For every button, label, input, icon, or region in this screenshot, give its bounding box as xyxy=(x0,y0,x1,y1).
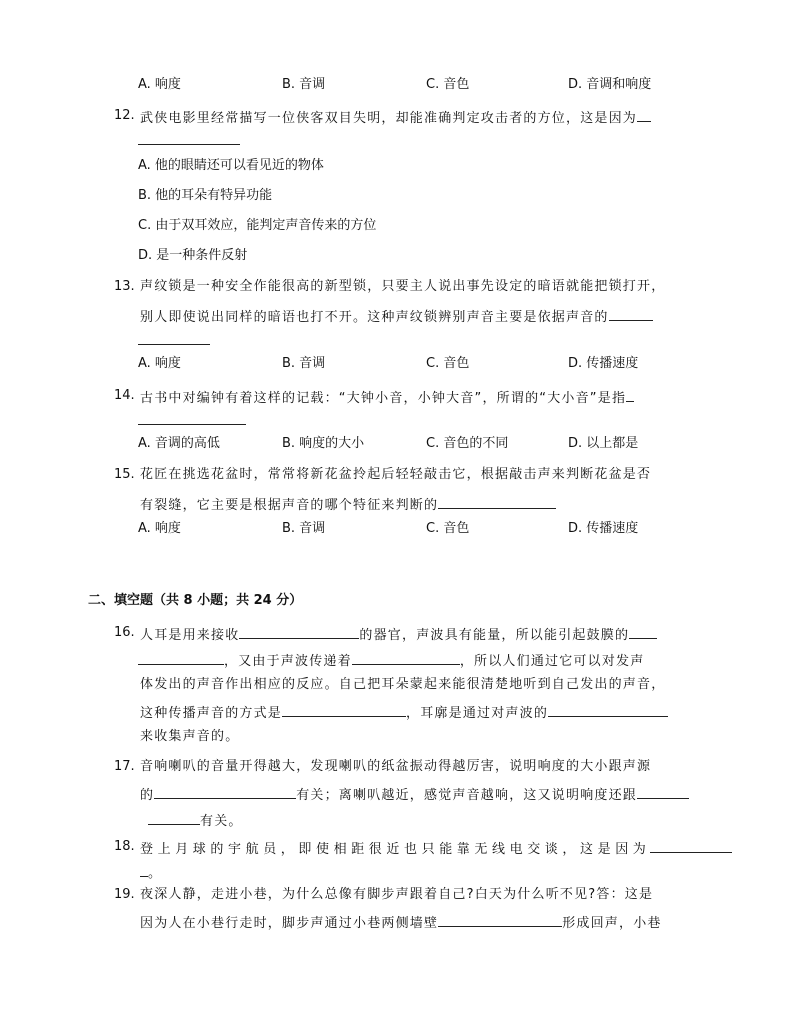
q17-l2b: 有关；离喇叭越近，感觉声音越响，这又说明响度还跟 xyxy=(296,788,638,803)
q17-line3 xyxy=(148,810,243,831)
q17-number: 17. xyxy=(114,759,135,774)
q14-blank-a xyxy=(626,387,634,402)
q13-stem-line2-text: 别人即使说出同样的暗语也打不开。这种声纹锁辨别声音主要是依据声音的 xyxy=(140,310,609,325)
q12-blank-b xyxy=(138,130,240,145)
q16-line4 xyxy=(140,702,668,723)
section-title: 二、填空题（共 8 小题；共 24 分） xyxy=(88,593,303,608)
q17-blank-1 xyxy=(154,784,296,799)
q13-option-c: C. 音色 xyxy=(426,356,470,371)
q12-stem-text: 武侠电影里经常描写一位侠客双目失明，却能准确判定攻击者的方位，这是因为 xyxy=(140,111,638,126)
q17-line1: 音响喇叭的音量开得越大，发现喇叭的纸盆振动得越厉害，说明响度的大小跟声源 xyxy=(140,759,652,774)
q14-option-a: A. 音调的高低 xyxy=(138,436,220,451)
q16-line5: 来收集声音的。 xyxy=(140,729,240,744)
q14-stem xyxy=(140,387,634,408)
q16-l1b: 的器官，声波具有能量，所以能引起鼓膜的 xyxy=(359,628,630,643)
q13-stem-line1: 声纹锁是一种安全作能很高的新型锁，只要主人说出事先设定的暗语就能把锁打开， xyxy=(140,279,666,294)
q13-number: 13. xyxy=(114,279,135,294)
q18-blank-a xyxy=(650,838,732,853)
q16-l1a: 人耳是用来接收 xyxy=(140,628,240,643)
q11-option-b: B. 音调 xyxy=(282,77,326,92)
q16-blank-5 xyxy=(548,702,668,717)
q13-stem-line2 xyxy=(140,306,653,327)
q15-number: 15. xyxy=(114,467,135,482)
q17-l3: 有关。 xyxy=(200,814,243,829)
q15-option-d: D. 传播速度 xyxy=(568,521,639,536)
q18-line1 xyxy=(140,838,732,859)
q19-blank xyxy=(438,912,562,927)
q16-l2a: ，又由于声波传递着 xyxy=(224,654,352,669)
q11-option-c: C. 音色 xyxy=(426,77,470,92)
q18-number: 18. xyxy=(114,839,135,854)
q17-blank-2a xyxy=(637,784,689,799)
q14-option-c: C. 音色的不同 xyxy=(426,436,509,451)
q17-l2a: 的 xyxy=(140,788,155,803)
q13-option-d: D. 传播速度 xyxy=(568,356,639,371)
q15-blank xyxy=(438,494,556,509)
q16-l4b: ，耳廓是通过对声波的 xyxy=(406,706,549,721)
q18-blank-b xyxy=(140,862,148,877)
q11-option-d: D. 音调和响度 xyxy=(568,77,652,92)
q19-line2 xyxy=(140,912,662,933)
q17-line2 xyxy=(140,784,689,805)
q16-blank-1 xyxy=(239,624,359,639)
q11-option-a: A. 响度 xyxy=(138,77,181,92)
q15-option-b: B. 音调 xyxy=(282,521,326,536)
q12-option-d: D. 是一种条件反射 xyxy=(138,248,248,263)
q16-number: 16. xyxy=(114,625,135,640)
q18-l1: 登上月球的宇航员，即使相距很近也只能靠无线电交谈，这是因为 xyxy=(140,842,651,857)
q19-l2b: 形成回声，小巷 xyxy=(562,916,662,931)
q12-option-c: C. 由于双耳效应，能判定声音传来的方位 xyxy=(138,218,377,233)
q16-blank-4 xyxy=(282,702,406,717)
q13-blank-b xyxy=(138,330,210,345)
q15-stem-line2 xyxy=(140,494,556,515)
q16-line3: 体发出的声音作出相应的反应。自己把耳朵蒙起来能很清楚地听到自己发出的声音， xyxy=(140,677,666,692)
q16-l2b: ，所以人们通过它可以对发声 xyxy=(459,654,645,669)
q14-blank-b xyxy=(138,410,246,425)
q12-option-b: B. 他的耳朵有特异功能 xyxy=(138,188,273,203)
q19-line1: 夜深人静，走进小巷，为什么总像有脚步声跟着自己?白天为什么听不见?答：这是 xyxy=(140,887,654,902)
q15-stem-line1: 花匠在挑选花盆时，常常将新花盆拎起后轻轻敲击它，根据敲击声来判断花盆是否 xyxy=(140,467,652,482)
q12-stem xyxy=(140,107,651,128)
q15-stem-line2-text: 有裂缝，它主要是根据声音的哪个特征来判断的 xyxy=(140,498,439,513)
q16-line1 xyxy=(140,624,657,645)
q12-blank-a xyxy=(637,107,651,122)
q12-number: 12. xyxy=(114,108,135,123)
q14-stem-text: 古书中对编钟有着这样的记载：“大钟小音，小钟大音”，所谓的“大小音”是指 xyxy=(140,391,627,406)
q16-l4a: 这种传播声音的方式是 xyxy=(140,706,283,721)
q17-blank-2b xyxy=(148,810,200,825)
q19-l2a: 因为人在小巷行走时，脚步声通过小巷两侧墙壁 xyxy=(140,916,439,931)
q16-line2 xyxy=(138,650,644,671)
q15-option-c: C. 音色 xyxy=(426,521,470,536)
q18-l2: 。 xyxy=(148,866,163,881)
q12-option-a: A. 他的眼睛还可以看见近的物体 xyxy=(138,158,324,173)
q18-line2 xyxy=(140,862,162,883)
q16-blank-2b xyxy=(138,650,224,665)
q16-blank-2a xyxy=(629,624,657,639)
q14-option-b: B. 响度的大小 xyxy=(282,436,365,451)
q14-number: 14. xyxy=(114,388,135,403)
q13-blank-a xyxy=(609,306,653,321)
q15-option-a: A. 响度 xyxy=(138,521,181,536)
q13-option-b: B. 音调 xyxy=(282,356,326,371)
q13-option-a: A. 响度 xyxy=(138,356,181,371)
q19-number: 19. xyxy=(114,887,135,902)
q14-option-d: D. 以上都是 xyxy=(568,436,639,451)
q16-blank-3 xyxy=(352,650,460,665)
